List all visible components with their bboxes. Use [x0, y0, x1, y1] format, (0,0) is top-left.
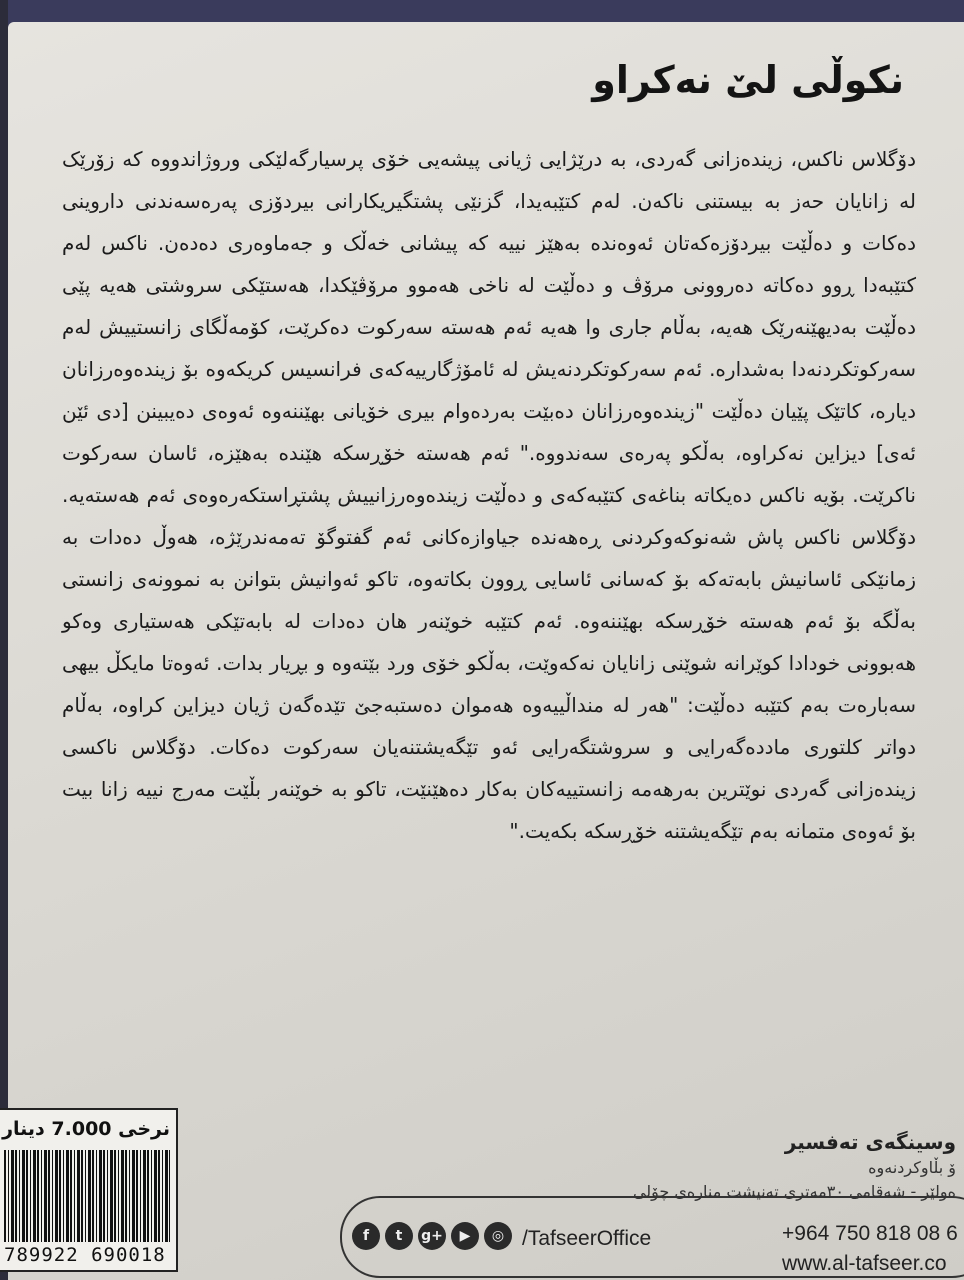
- social-icons: [352, 1222, 512, 1250]
- barcode-number: 789922 690018: [4, 1244, 166, 1266]
- book-title: نکوڵی لێ نەکراو: [592, 58, 904, 102]
- publisher-subtitle: ۆ بڵاوکردنەوە: [868, 1158, 956, 1177]
- google-plus-icon: g+: [418, 1222, 446, 1250]
- instagram-icon: ◎: [484, 1222, 512, 1250]
- phone-number: +964 750 818 08 6: [782, 1222, 958, 1245]
- youtube-icon: ▶: [451, 1222, 479, 1250]
- facebook-icon: f: [352, 1222, 380, 1250]
- description-paragraph: دۆگلاس ناکس، زیندەزانی گەردی، بە درێژایی ژیانی پیشەیی خۆی پرسیارگەلێکی وروژاندووە کە زۆرێک لە زانایان حەز بە بیستنی ناکەن. لەم کتێبەیدا، گزنێی پشتگیریکارانی بیردۆزی پەرەسەندنی داروینی دەکات و دەڵێت بیردۆزەکەتان ئەوەندە بەهێز نییە کە پیشانی خەڵک و جەماوەری دەدەن. ناکس لەم کتێبەدا ڕوو دەکاتە دەروونی مرۆڤ و دەڵێت لە ناخی هەموو مرۆڤێکدا، هەستێکی سروشتی هەیە پێی دەڵێت بەدیهێنەرێک هەیە، بەڵام جاری وا هەیە ئەم هەستە سەرکوت دەکرێت، کۆمەڵگای زانستییش لەم سەرکوتکردنەدا بەشدارە. ئەم سەرکوتکردنەیش لە ئامۆژگارییەکەی فرانسیس کریکەوە بۆ زیندەوەرزانان دیارە، کاتێک پێیان دەڵێت "زیندەوەرزانان دەبێت بەردەوام بیری خۆیانی بهێننەوە ئەوەی دەیبینن [دی ئێن ئەی] دیزاین نەکراوە، بەڵکو پەرەی سەندووە." ئەم هەستە خۆڕسکە هێندە بەهێزە، ئاسان سەرکوت ناکرێت. بۆیە ناکس دەیکاتە بناغەی کتێبەکەی و دەڵێت زیندەوەرزانییش پشتڕاستکەرەوەی ئەم هەستەیە. دۆگلاس ناکس پاش شەنوکەوکردنی ڕەهەندە جیاوازەکانی ئەم گفتوگۆ تەمەندرێژە، هەوڵ دەدات بە زمانێکی ئاسانیش بابەتەکە بۆ کەسانی ئاسایی ڕوون بکاتەوە، تاکو ئەوانیش بتوانن بە نموونەی زانستی بەڵگە بۆ ئەم هەستە خۆڕسکە بهێننەوە. ئەم کتێبە خوێنەر هان دەدات لە بابەتێکی هەستیاری وەکو هەبوونی خودادا کوێرانە شوێنی زانایان نەکەوێت، بەڵکو خۆی ورد بێتەوە و بڕیار بدات. ئەوەتا مایکڵ بیهی سەبارەت بەم کتێبە دەڵێت: "هەر لە منداڵییەوە هەموان دەستبەجێ تێدەگەن ژیان دیزاین کراوە، بەڵام دواتر کلتوری ماددەگەرایی و سروشتگەرایی ئەو تێگەیشتنەیان سەرکوت دەکات. دۆگلاس ناکسی زیندەزانی گەردی نوێترین بەرهەمە زانستییەکان بەکار دەهێنێت، تاکو بە خوێنەر بڵێت مەرج نییە زانا بیت بۆ ئەوەی متمانە بەم تێگەیشتنە خۆڕسکە بکەیت.": [62, 147, 916, 843]
- publisher-address: ەولێر - شەقامی ٣٠مەتری تەنیشت منارەی چۆلی: [632, 1182, 956, 1201]
- social-handle: /TafseerOffice: [522, 1227, 652, 1250]
- book-description: [62, 138, 916, 852]
- left-edge: [0, 0, 8, 1280]
- price-barcode-box: [0, 1108, 178, 1272]
- publisher-name: وسینگەی تەفسیر: [784, 1130, 956, 1154]
- twitter-icon: t: [385, 1222, 413, 1250]
- barcode: [4, 1150, 170, 1242]
- website-url: www.al-tafseer.co: [782, 1252, 947, 1275]
- price-label: نرخی 7.000 دینار: [2, 1118, 170, 1140]
